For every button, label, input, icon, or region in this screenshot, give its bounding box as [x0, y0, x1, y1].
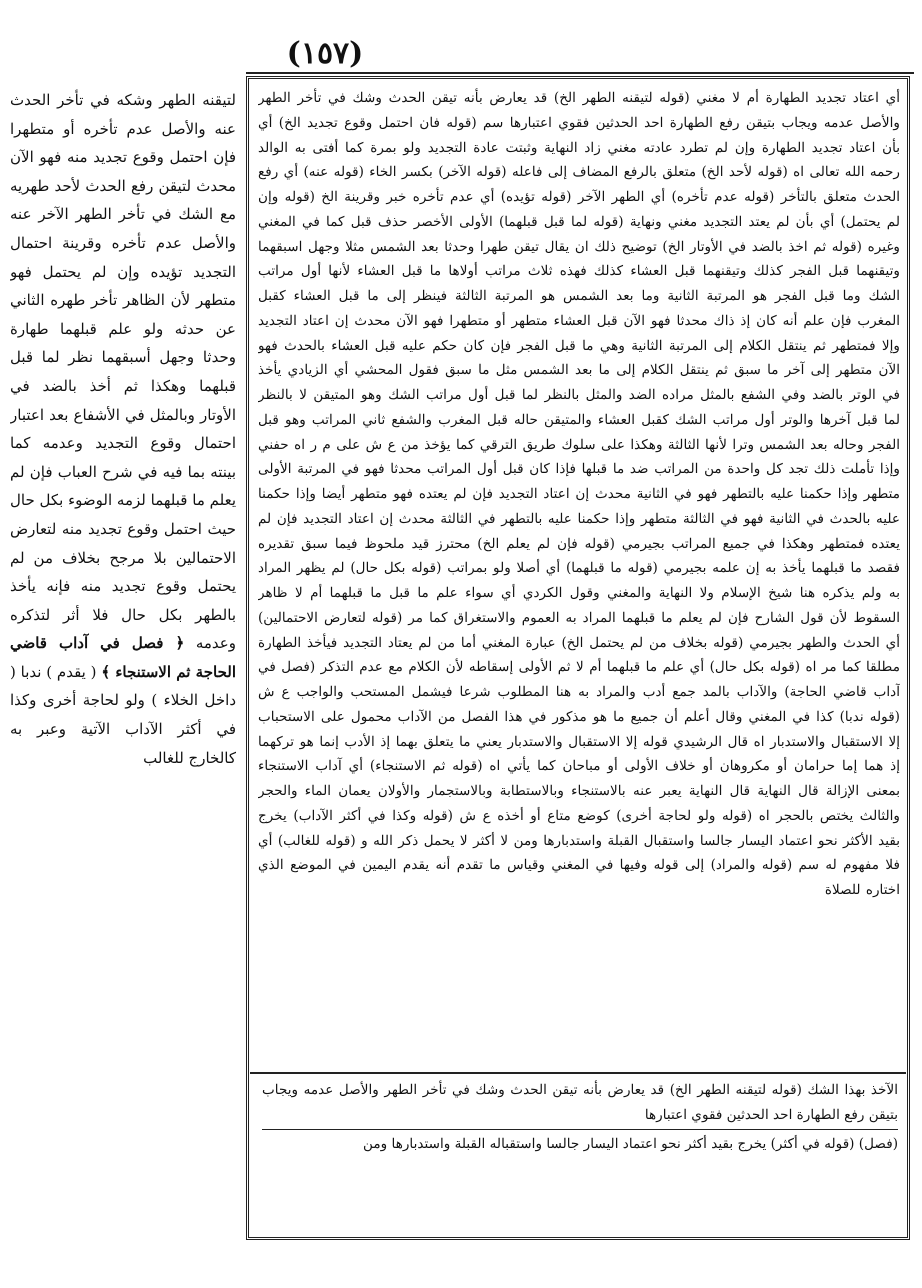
matn-column [10, 86, 236, 1281]
header-rule [246, 72, 914, 74]
footnote-2: (فصل) (قوله في أكثر) يخرج بقيد أكثر نحو اعتماد اليسار جالسا واستقباله القبلة واستدبارها ومن [363, 1136, 898, 1152]
footnote-separator [262, 1129, 898, 1130]
footnote-1: الآخذ بهذا الشك (قوله لتيقنه الطهر الخ) قد يعارض بأنه تيقن الحدث وشك في تأخر الطهر والأصل عدمه ويجاب بتيقن رفع الطهارة احد الحدثين فقوي اعتبارها [262, 1082, 898, 1123]
chapter-heading: ﴿ فصل في آداب قاضي الحاجة ثم الاستنجاء ﴾ [10, 634, 236, 681]
commentary-text: أي اعتاد تجديد الطهارة أم لا مغني (قوله لتيقنه الطهر الخ) قد يعارض بأنه تيقن الحدث وشك في تأخر الطهر والأصل عدمه ويجاب بتيقن رفع الطهارة احد الحدثين فقوي اعتبارها سم (قوله فان احتمل وقوع تجديد الخ) أي بأن اعتاد تجديد الطهارة وإن لم تطرد عادته مغني زاد النهاية وثبتت عادة التجديد ولو بمرة كما أفتى به الوالد رحمه الله تعالى اه (قوله لأحد الخ) متعلق بالرفع المضاف إلى فاعله (قوله الآخر) بكسر الخاء (قوله عنه) أي رفع الحدث متعلق بالتأخر (قوله عدم تأخره) أي الطهر الآخر (قوله تؤيده) أي عدم تأخره خبر وقرينة الخ (قوله وإن لم يحتمل) أي بأن لم يعتد التجديد مغني ونهاية (قوله لما قبل قبلهما) الأولى الأخصر حذف قبل كما في المغني وغيره (قوله ثم اخذ بالضد في الأوتار الخ) توضيح ذلك ان يقال تيقن طهرا وحدثا بعد الشمس مثلا وجهل اسبقهما وتيقنهما قبل الفجر كذلك وتيقنهما قبل العشاء كذلك فهذه ثلاث مراتب أولاها ما قبل العشاء لأنها أول مراتب الشك وما قبل الفجر هو المرتبة الثانية وما بعد الشمس هو المرتبة الثالثة فينظر إلى ما قبل العشاء كقبل المغرب فإن علم أنه كان إذ ذاك محدثا فهو الآن قبل العشاء متطهر أو متطهرا فهو الآن محدث إن اعتاد التجديد وإلا فمتطهر ثم ينتقل الكلام إلى المرتبة الثانية وهي ما قبل الفجر فإن كان حكم عليه قبل العشاء بالحدث فهو الآن متطهر إلى آخر ما سبق ثم ينتقل الكلام إلى ما بعد الشمس مثل ما سبق فقول المحشي أي الزيادي يأخذ في الوتر بالضد وفي الشفع بالمثل مراده الضد والمثل بالنظر لما قبل أول مراتب الشك وهو المتيقن لا بالنظر لما قبل آخرها والوتر أول مراتب الشك كقبل العشاء والمتيقن حاله قبل المغرب والشفع ثاني المراتب وهو قبل الفجر وحاله بعد الشمس وترا لأنها الثالثة وهكذا على سلوك طريق الترقي كما يؤخذ من ع ش على م ر اه حفني وإذا تأملت ذلك تجد كل واحدة من المراتب ضد ما قبلها فإذا كان قبل أول المراتب محدثا فهو في المرتبة الأولى متطهر وإذا حكمنا عليه بالتطهر فهو في الثانية محدث إن اعتاد التجديد فإن لم يعتده فهو متطهر أيضا وإذا حكمنا عليه بالحدث في الثانية فهو في الثالثة متطهر وإذا حكمنا عليه بالتطهر في الثالثة محدث إن اعتاد التجديد فإن لم يعتده فمتطهر وهكذا في جميع المراتب بجيرمي (قوله فإن لم يعلم الخ) محترز قيد ملحوظ فيما سبق تقديره فقصد ما قبلهما يأخذ به إن علمه بجيرمي (قوله ما قبلهما) أي أصلا ولو بمراتب (قوله بكل حال) لم يظهر المراد به ولم يذكره هنا شيخ الإسلام ولا النهاية والمغني وقول الكردي أي سواء علم ما قبل ما قبلهما أم لا ظاهر السقوط لأن قول الشارح فإن لم يعلم ما قبلهما المراد به العموم والاستغراق كما مر (قوله لتعارض الاحتمالين) أي الحدث والطهر بجيرمي (قوله بخلاف من لم يحتمل الخ) عبارة المغني أما من لم يعتاد التجديد فيأخذ الطهارة مطلقا كما مر اه (قوله بكل حال) أي علم ما قبلهما أم لا ثم الأولى إسقاطه لأن الكلام مع عدم التذكر (فصل في آداب قاضي الحاجة) والآداب بالمد جمع أدب والمراد به هنا المطلوب شرعا فيشمل المستحب والواجب ع ش (قوله ندبا) كذا في المغني وقال أعلم أن جميع ما هو مذكور في هذا الفصل من الآداب محمول على الاستحباب إلا الاستقبال والاستدبار اه قال الرشيدي قوله إلا الاستقبال والاستدبار يعني ما يتعلق بهما إذ الأدب إنما هو تركهما إذ هما إما حرامان أو مكروهان أو خلاف الأولى أو مباحان كما يأتي اه (قوله ثم الاستنجاء) أي آداب الاستنجاء بمعنى الإزالة قال النهاية قال النهاية يعبر عنه بالاستنجاء وبالاستطابة وبالاستجمار والأولان يعمان الماء والحجر والثالث يختص بالحجر اه (قوله ولو لحاجة أخرى) كوضع متاع أو أخذه ع ش (قوله وكذا في أكثر الآداب) يخرج بقيد الأكثر نحو اعتماد اليسار جالسا واستقبال القبلة واستدبارها ومن لا أكثر لا يحمل ذكر الله و (قوله للغالب) أي فلا مفهوم له سم (قوله والمراد) إلى قوله وفيها في المغني وقياس ما تقدم أنه يقدم اليمين في الموضع الذي اختاره للصلاة [258, 90, 900, 898]
matn-text: لتيقنه الطهر وشكه في تأخر الحدث عنه والأصل عدم تأخره أو متطهرا فإن احتمل وقوع تجديد منه فهو الآن محدث لتيقن رفع الحدث لأحد طهريه مع الشك في تأخر الطهر الآخر عنه والأصل عدم تأخره وقرينة احتمال التجديد تؤيده وإن لم يحتمل فهو متطهر لأن الظاهر تأخر طهره الثاني عن حدثه ولو علم قبلهما طهارة وحدثا وجهل أسبقهما نظر لما قبل قبلهما وهكذا ثم أخذ بالضد في الأوتار وبالمثل في الأشفاع بعد اعتبار احتمال وقوع التجديد وعدمه كما بينته بما فيه في شرح العباب فإن لم يعلم ما قبلهما لزمه الوضوء بكل حال حيث احتمل وقوع تجديد منه لتعارض الاحتمالين بلا مرجح بخلاف من لم يحتمل وقوع تجديد منه فإنه يأخذ بالطهر بكل حال فلا أثر لتذكره وعدمه [10, 91, 236, 653]
footnotes-block [262, 1078, 898, 1228]
matn-continuation: ( يقدم ) ندبا ( داخل الخلاء ) ولو لحاجة أخرى وكذا في أكثر الآداب الآتية وعبر به كالخارج للغالب [10, 662, 236, 767]
footnote-divider [250, 1072, 906, 1074]
page-number: (١٥٧) [286, 36, 364, 71]
